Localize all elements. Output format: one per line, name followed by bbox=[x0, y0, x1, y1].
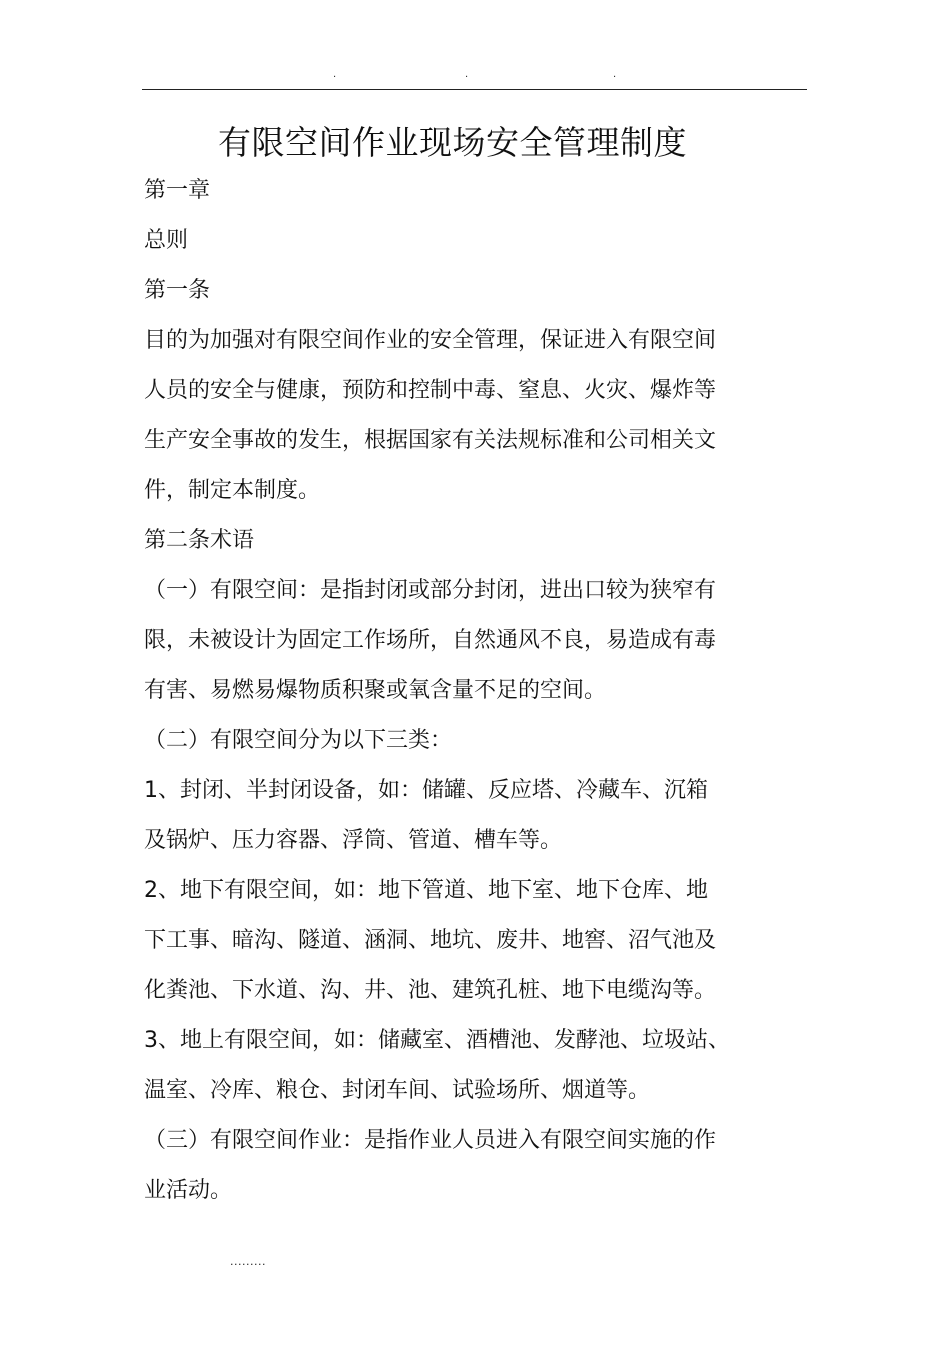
text-line: 3、地上有限空间，如：储藏室、酒槽池、发酵池、垃圾站、 bbox=[144, 1028, 730, 1053]
text-line: 有害、易燃易爆物质积聚或氧含量不足的空间。 bbox=[144, 678, 607, 703]
text-line: 总则 bbox=[144, 228, 189, 253]
text-line: 下工事、暗沟、隧道、涵洞、地坑、废井、地窖、沼气池及 bbox=[144, 928, 717, 953]
text-line: 化粪池、下水道、沟、井、池、建筑孔桩、地下电缆沟等。 bbox=[144, 978, 717, 1003]
text-line: （一）有限空间：是指封闭或部分封闭，进出口较为狭窄有 bbox=[144, 578, 717, 603]
header-rule bbox=[142, 89, 807, 90]
text-line: 限，未被设计为固定工作场所，自然通风不良，易造成有毒 bbox=[144, 628, 717, 653]
text-line: 及锅炉、压力容器、浮筒、管道、槽车等。 bbox=[144, 828, 563, 853]
text-line: （三）有限空间作业：是指作业人员进入有限空间实施的作 bbox=[144, 1128, 717, 1153]
page-header-dots bbox=[0, 70, 950, 84]
header-dot: . bbox=[613, 69, 617, 80]
text-line: （二）有限空间分为以下三类： bbox=[144, 728, 453, 753]
text-line: 业活动。 bbox=[144, 1178, 233, 1203]
text-line: 第二条术语 bbox=[144, 528, 255, 553]
document-body bbox=[144, 166, 744, 1216]
page-footer-dots: ......... bbox=[230, 1255, 266, 1268]
text-line: 生产安全事故的发生，根据国家有关法规标准和公司相关文 bbox=[144, 428, 717, 453]
text-line: 人员的安全与健康，预防和控制中毒、窒息、火灾、爆炸等 bbox=[144, 378, 717, 403]
text-line: 1、封闭、半封闭设备，如：储罐、反应塔、冷藏车、沉箱 bbox=[144, 778, 708, 803]
header-dot: . bbox=[333, 69, 337, 80]
header-dot: . bbox=[465, 69, 469, 80]
text-line: 第一条 bbox=[144, 278, 211, 303]
document-title: 有限空间作业现场安全管理制度 bbox=[218, 123, 687, 162]
text-line: 温室、冷库、粮仓、封闭车间、试验场所、烟道等。 bbox=[144, 1078, 651, 1103]
text-line: 目的为加强对有限空间作业的安全管理，保证进入有限空间 bbox=[144, 328, 717, 353]
text-line: 件，制定本制度。 bbox=[144, 478, 321, 503]
text-line: 2、地下有限空间，如：地下管道、地下室、地下仓库、地 bbox=[144, 878, 708, 903]
text-line: 第一章 bbox=[144, 178, 211, 203]
